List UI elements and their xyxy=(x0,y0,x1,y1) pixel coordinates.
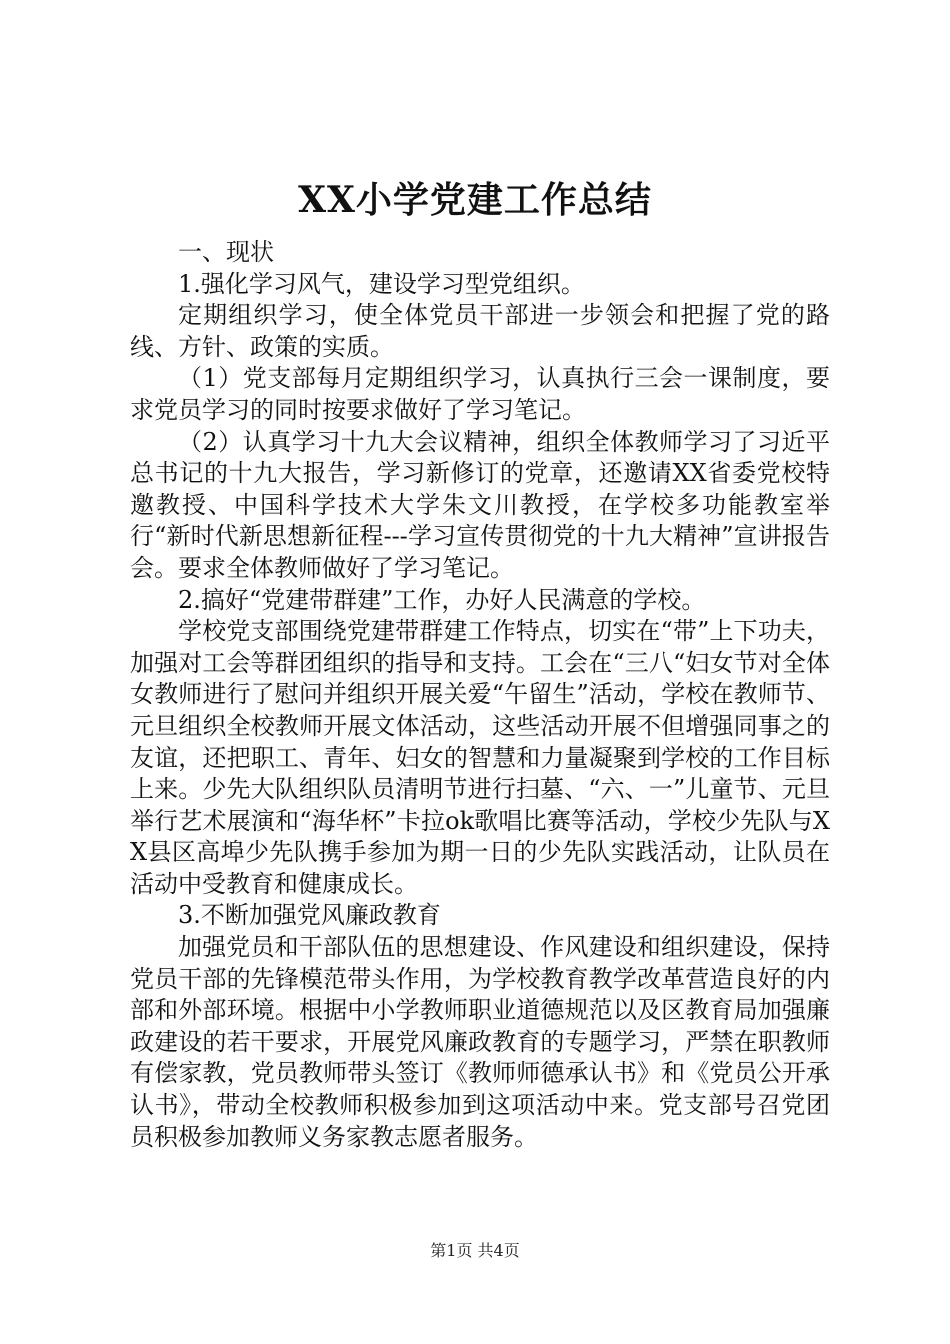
subsection-heading: 3.不断加强党风廉政教育 xyxy=(178,901,441,930)
body-paragraph: 学校党支部围绕党建带群建工作特点，切实在“带”上下功夫，加强对工会等群团组织的指导和支持。工会在“三八“妇女节对全体女教师进行了慰问并组织开展关爱“午留生”活动，学校在教师节、元旦组织全校教师开展文体活动，这些活动开展不但增强同事之的友谊，还把职工、青年、妇女的智慧和力量凝聚到学校的工作目标上来。少先大队组织队员清明节进行扫墓、“六、一”儿童节、元旦举行艺术展演和“海华杯”卡拉ok歌唱比赛等活动，学校少先队与XX县区高埠少先队携手参加为期一日的少先队实践活动，让队员在活动中受教育和健康成长。 xyxy=(130,617,830,898)
body-paragraph: 定期组织学习，使全体党员干部进一步领会和把握了党的路线、方针、政策的实质。 xyxy=(130,301,830,361)
page-number: 第1页 共4页 xyxy=(430,1241,520,1260)
body-paragraph: （2）认真学习十九大会议精神，组织全体教师学习了习近平总书记的十九大报告，学习新修订的党章，还邀请XX省委党校特邀教授、中国科学技术大学朱文川教授，在学校多功能教室举行“新时代新思想新征程---学习宣传贯彻党的十九大精神”宣讲报告会。要求全体教师做好了学习笔记。 xyxy=(130,427,830,582)
subsection-heading: 2.搞好“党建带群建”工作，办好人民满意的学校。 xyxy=(178,585,706,614)
document-title: XX小学党建工作总结 xyxy=(298,179,652,221)
document-body xyxy=(130,237,830,1153)
section-heading: 一、现状 xyxy=(178,238,274,266)
body-paragraph: （1）党支部每月定期组织学习，认真执行三会一课制度，要求党员学习的同时按要求做好了学习笔记。 xyxy=(130,364,830,424)
subsection-heading: 1.强化学习风气，建设学习型党组织。 xyxy=(178,269,585,298)
body-paragraph: 加强党员和干部队伍的思想建设、作风建设和组织建设，保持党员干部的先锋模范带头作用，为学校教育教学改革营造良好的内部和外部环境。根据中小学教师职业道德规范以及区教育局加强廉政建设的若干要求，开展党风廉政教育的专题学习，严禁在职教师有偿家教，党员教师带头签订《教师师德承认书》和《党员公开承认书》，带动全校教师积极参加到这项活动中来。党支部号召党团员积极参加教师义务家教志愿者服务。 xyxy=(130,933,830,1151)
